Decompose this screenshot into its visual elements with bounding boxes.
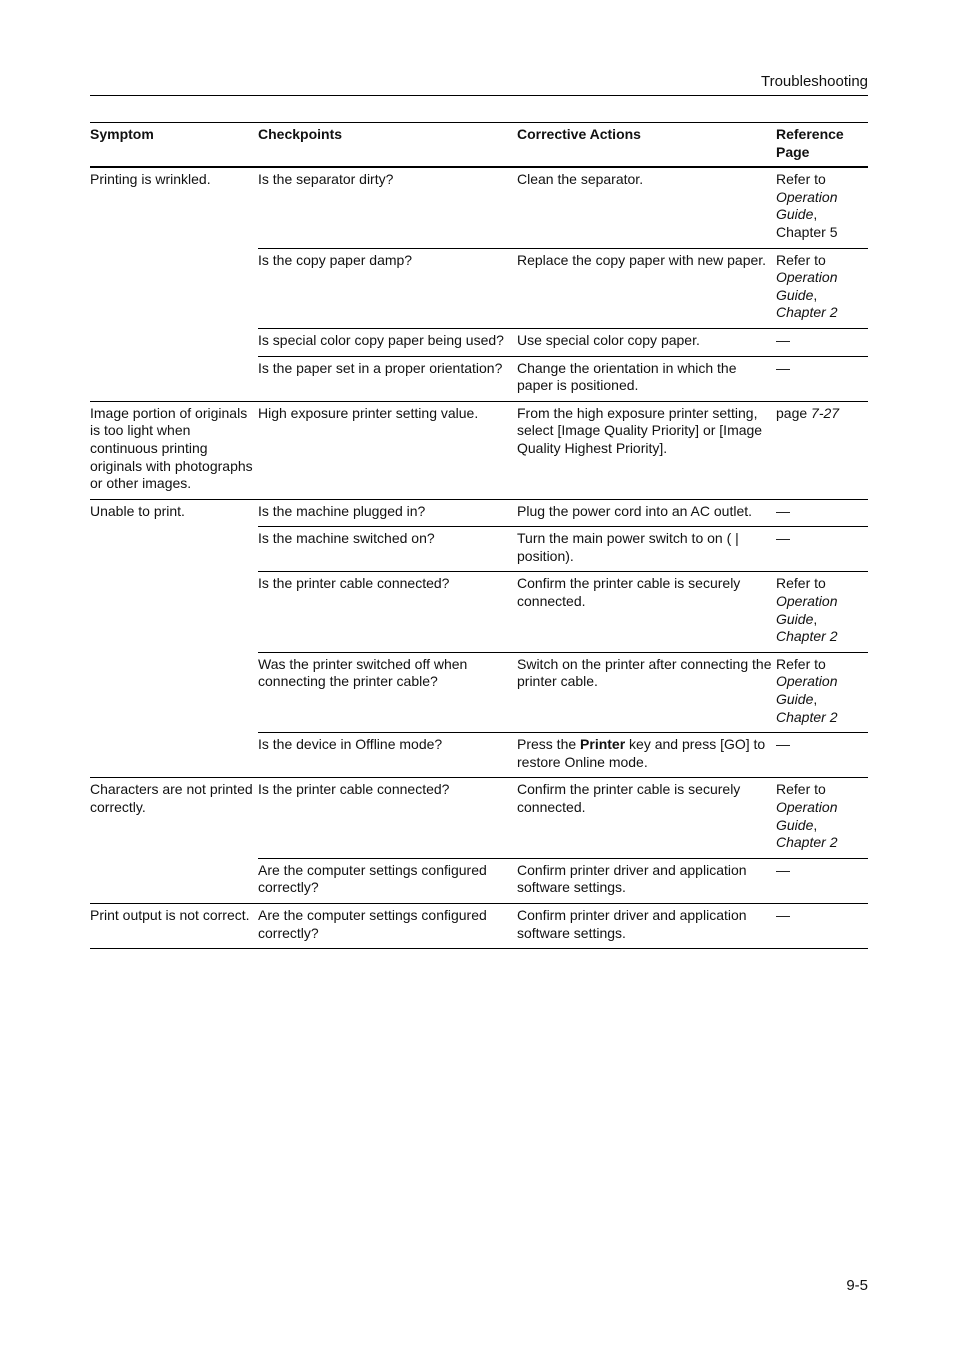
reference-cell: Refer to Operation Guide, Chapter 2 [776, 248, 868, 328]
table-row [90, 401, 868, 499]
checkpoint-cell: Is the machine plugged in? [258, 499, 517, 527]
column-header-checkpoints: Checkpoints [258, 126, 343, 142]
action-cell: From the high exposure printer setting, select [Image Quality Priority] or [Image Quality Highest Priority]. [517, 401, 776, 499]
symptom-cell: Image portion of originals is too light when continuous printing originals with photographs or other images. [90, 401, 258, 499]
reference-cell: Refer to Operation Guide, Chapter 2 [776, 778, 868, 858]
reference-cell: Refer to Operation Guide, Chapter 2 [776, 572, 868, 652]
reference-cell: — [776, 356, 868, 401]
checkpoint-cell: Is the copy paper damp? [258, 248, 517, 328]
action-cell: Plug the power cord into an AC outlet. [517, 499, 776, 527]
action-cell: Confirm the printer cable is securely connected. [517, 778, 776, 858]
reference-cell: — [776, 858, 868, 903]
reference-cell: page 7-27 [776, 401, 868, 499]
checkpoint-cell: Was the printer switched off when connecting the printer cable? [258, 652, 517, 732]
table-row [90, 499, 868, 527]
reference-cell: — [776, 328, 868, 356]
reference-cell: — [776, 733, 868, 778]
column-header-reference-page: Reference Page [776, 126, 844, 160]
action-cell: Use special color copy paper. [517, 328, 776, 356]
checkpoint-cell: Is special color copy paper being used? [258, 328, 517, 356]
action-cell: Press the Printer key and press [GO] to restore Online mode. [517, 733, 776, 778]
action-cell: Clean the separator. [517, 171, 644, 188]
checkpoint-cell: Are the computer settings configured correctly? [258, 858, 517, 903]
column-header-symptom: Symptom [90, 126, 154, 142]
checkpoint-cell: Is the printer cable connected? [258, 778, 517, 858]
table-row [90, 778, 868, 858]
column-header-corrective-actions: Corrective Actions [517, 126, 641, 142]
checkpoint-cell: High exposure printer setting value. [258, 401, 517, 499]
action-cell: Confirm the printer cable is securely connected. [517, 572, 776, 652]
table-header-row [90, 123, 868, 168]
symptom-cell: Characters are not printed correctly. [90, 778, 258, 904]
troubleshooting-table [90, 122, 868, 949]
action-cell: Switch on the printer after connecting the printer cable. [517, 652, 776, 732]
reference-cell: — [776, 527, 868, 572]
action-cell: Change the orientation in which the paper is positioned. [517, 356, 776, 401]
checkpoint-cell: Are the computer settings configured correctly? [258, 903, 517, 948]
action-cell: Replace the copy paper with new paper. [517, 248, 776, 328]
reference-cell: — [776, 499, 868, 527]
action-cell: Turn the main power switch to on ( | position). [517, 527, 776, 572]
symptom-cell: Printing is wrinkled. [90, 171, 211, 188]
table-row [90, 903, 868, 948]
action-cell: Confirm printer driver and application software settings. [517, 858, 776, 903]
printer-key-label: Printer [580, 736, 626, 753]
checkpoint-cell: Is the paper set in a proper orientation? [258, 356, 517, 401]
symptom-cell: Unable to print. [90, 499, 258, 778]
reference-cell: Refer to Operation Guide, Chapter 5 [776, 171, 838, 240]
reference-cell: Refer to Operation Guide, Chapter 2 [776, 652, 868, 732]
checkpoint-cell: Is the printer cable connected? [258, 572, 517, 652]
section-title: Troubleshooting [760, 73, 868, 90]
checkpoint-cell: Is the machine switched on? [258, 527, 517, 572]
page-number: 9-5 [846, 1277, 868, 1294]
symptom-cell: Print output is not correct. [90, 903, 258, 948]
table-row [90, 167, 868, 248]
header-rule [90, 95, 868, 96]
action-cell: Confirm printer driver and application software settings. [517, 903, 776, 948]
checkpoint-cell: Is the separator dirty? [258, 171, 394, 188]
reference-cell: — [776, 903, 868, 948]
checkpoint-cell: Is the device in Offline mode? [258, 733, 517, 778]
